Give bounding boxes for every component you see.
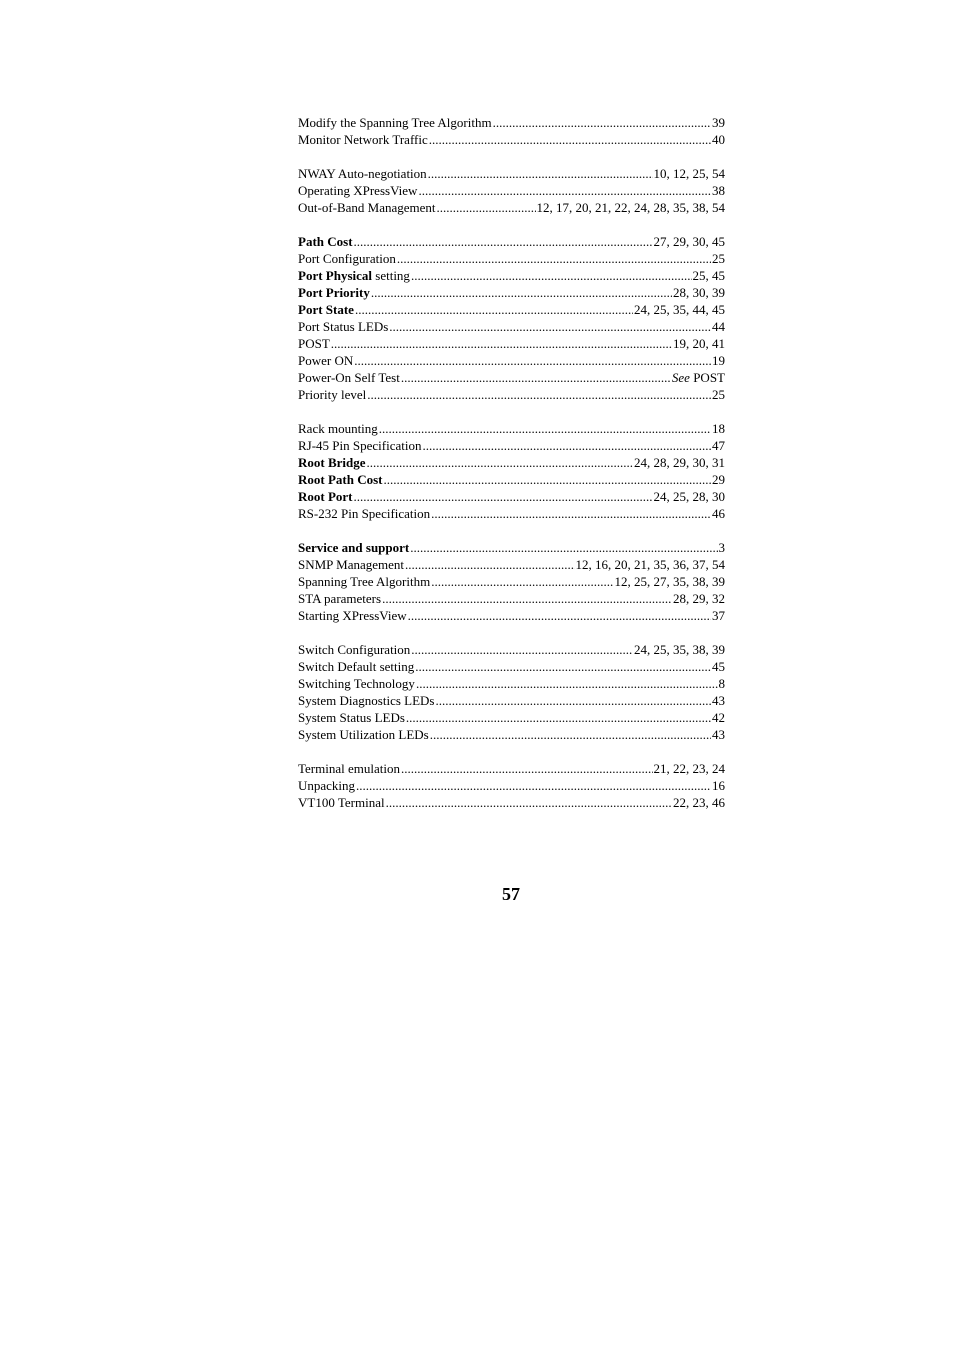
index-entry (298, 318, 725, 335)
index-pages-text: 19 (712, 353, 725, 368)
index-entry (298, 335, 725, 352)
index-term (298, 505, 430, 522)
index-pages (712, 420, 725, 437)
index-term (298, 284, 370, 301)
index-pages (673, 335, 725, 352)
dot-leader (408, 607, 711, 624)
index-term (298, 471, 383, 488)
dot-leader (415, 658, 711, 675)
index-pages-text: 3 (718, 540, 725, 555)
index-pages (712, 658, 725, 675)
index-term (298, 301, 354, 318)
index-entry (298, 267, 725, 284)
index-term (298, 420, 378, 437)
index-pages-text: 42 (712, 710, 725, 725)
index-pages (634, 641, 725, 658)
index-pages-italic: See (671, 370, 690, 385)
dot-leader (354, 352, 711, 369)
dot-leader (371, 284, 672, 301)
index-entry (298, 641, 725, 658)
index-pages-text: 24, 25, 35, 44, 45 (634, 302, 725, 317)
index-term-text: Port Configuration (298, 251, 396, 266)
index-term-text: Switch Default setting (298, 659, 415, 674)
index-pages (712, 131, 725, 148)
index-term (298, 182, 417, 199)
index-pages (634, 454, 725, 471)
index-term (298, 318, 388, 335)
index-term (298, 233, 353, 250)
index-term-text: Operating XPressView (298, 183, 418, 198)
index-pages-text: 22, 23, 46 (673, 795, 725, 810)
index-pages-text: 29 (712, 472, 725, 487)
dot-leader (423, 437, 712, 454)
index-term-bold: Port Physical (298, 268, 373, 283)
index-entry (298, 777, 725, 794)
index-term (298, 488, 353, 505)
index-entry (298, 182, 725, 199)
index-term-text: Monitor Network Traffic (298, 132, 428, 147)
index-pages (712, 114, 725, 131)
index-entry (298, 658, 725, 675)
index-term (298, 641, 410, 658)
index-entry (298, 437, 725, 454)
index-term-text: Rack mounting (298, 421, 378, 436)
index-term-text: Modify the Spanning Tree Algorithm (298, 115, 492, 130)
index-entry (298, 131, 725, 148)
index-term (298, 352, 353, 369)
index-group (298, 165, 725, 216)
index-pages (654, 760, 726, 777)
index-pages-text: 19, 20, 41 (673, 336, 725, 351)
dot-leader (411, 641, 633, 658)
dot-leader (437, 199, 536, 216)
index-group (298, 641, 725, 743)
index-term (298, 114, 492, 131)
index-pages-text: 38 (712, 183, 725, 198)
index-term-bold: Service and support (298, 540, 410, 555)
index-term (298, 760, 400, 777)
dot-leader (406, 709, 711, 726)
index-term-text: NWAY Auto-negotiation (298, 166, 427, 181)
index-entry (298, 233, 725, 250)
index-term-text: Priority level (298, 387, 367, 402)
index-term (298, 131, 428, 148)
index-term (298, 386, 366, 403)
index-pages-text: 28, 30, 39 (673, 285, 725, 300)
index-pages (654, 488, 726, 505)
index-term (298, 369, 400, 386)
index-entry (298, 301, 725, 318)
index-term (298, 437, 422, 454)
page-number: 57 (502, 884, 520, 904)
index-list (298, 114, 725, 828)
dot-leader (431, 505, 711, 522)
index-pages-text: 8 (718, 676, 725, 691)
index-term-text: System Status LEDs (298, 710, 405, 725)
index-term (298, 675, 415, 692)
index-pages (712, 471, 725, 488)
index-entry (298, 505, 725, 522)
dot-leader (411, 267, 692, 284)
index-pages (712, 386, 725, 403)
index-term-bold: Path Cost (298, 234, 353, 249)
index-entry (298, 794, 725, 811)
index-pages-text: POST (689, 370, 725, 385)
index-pages-text: 40 (712, 132, 725, 147)
index-entry (298, 607, 725, 624)
index-pages-text: 37 (712, 608, 725, 623)
dot-leader (356, 777, 711, 794)
index-entry (298, 165, 725, 182)
dot-leader (428, 165, 653, 182)
index-pages-text: 12, 25, 27, 35, 38, 39 (614, 574, 725, 589)
index-pages (672, 369, 725, 386)
index-pages-text: 16 (712, 778, 725, 793)
dot-leader (354, 233, 653, 250)
index-pages (712, 692, 725, 709)
index-pages-text: 45 (712, 659, 725, 674)
index-pages-text: 28, 29, 32 (673, 591, 725, 606)
index-entry (298, 386, 725, 403)
index-pages (712, 505, 725, 522)
index-entry (298, 488, 725, 505)
index-term-text: Port Status LEDs (298, 319, 389, 334)
index-term (298, 267, 410, 284)
index-pages-text: 25, 45 (692, 268, 725, 283)
dot-leader (355, 301, 633, 318)
index-term-text: setting (372, 268, 410, 283)
index-entry (298, 250, 725, 267)
dot-leader (430, 726, 711, 743)
dot-leader (389, 318, 711, 335)
index-pages-text: 24, 25, 28, 30 (653, 489, 725, 504)
index-pages-text: 43 (712, 693, 725, 708)
index-term (298, 573, 430, 590)
index-term-text: System Utilization LEDs (298, 727, 429, 742)
index-entry (298, 352, 725, 369)
index-pages (719, 675, 726, 692)
dot-leader (367, 386, 711, 403)
dot-leader (397, 250, 711, 267)
index-term-bold: Root Path Cost (298, 472, 383, 487)
index-pages (712, 777, 725, 794)
index-term (298, 335, 330, 352)
index-pages (712, 726, 725, 743)
index-entry (298, 539, 725, 556)
index-term-text: RJ-45 Pin Specification (298, 438, 422, 453)
index-term (298, 199, 436, 216)
index-term (298, 590, 381, 607)
dot-leader (418, 182, 711, 199)
index-group (298, 760, 725, 811)
index-term (298, 607, 407, 624)
index-pages (673, 284, 725, 301)
index-entry (298, 709, 725, 726)
dot-leader (382, 590, 672, 607)
index-pages (712, 437, 725, 454)
index-pages (673, 590, 725, 607)
index-term (298, 454, 366, 471)
index-entry (298, 420, 725, 437)
index-term-text: Starting XPressView (298, 608, 407, 623)
index-term-text: Power ON (298, 353, 354, 368)
index-pages-text: 47 (712, 438, 725, 453)
index-term (298, 692, 435, 709)
index-pages (537, 199, 726, 216)
index-entry (298, 471, 725, 488)
index-pages (673, 794, 725, 811)
index-pages-text: 44 (712, 319, 725, 334)
index-entry (298, 199, 725, 216)
dot-leader (386, 794, 672, 811)
index-term (298, 539, 409, 556)
index-term-bold: Root Port (298, 489, 353, 504)
index-term-bold: Root Bridge (298, 455, 366, 470)
index-pages (693, 267, 726, 284)
index-pages-text: 21, 22, 23, 24 (653, 761, 725, 776)
index-group (298, 114, 725, 148)
index-term (298, 250, 396, 267)
index-entry (298, 675, 725, 692)
index-group (298, 539, 725, 624)
index-term (298, 556, 404, 573)
index-entry (298, 590, 725, 607)
index-term-text: VT100 Terminal (298, 795, 385, 810)
index-pages (712, 352, 725, 369)
index-term-text: Switch Configuration (298, 642, 411, 657)
index-pages-text: 39 (712, 115, 725, 130)
index-pages (615, 573, 726, 590)
index-pages (712, 607, 725, 624)
index-entry (298, 284, 725, 301)
dot-leader (379, 420, 711, 437)
index-pages (654, 233, 726, 250)
dot-leader (331, 335, 672, 352)
index-pages (654, 165, 726, 182)
index-entry (298, 692, 725, 709)
dot-leader (416, 675, 718, 692)
dot-leader (367, 454, 633, 471)
index-term-text: RS-232 Pin Specification (298, 506, 431, 521)
index-pages-text: 12, 16, 20, 21, 35, 36, 37, 54 (575, 557, 725, 572)
index-term (298, 165, 427, 182)
dot-leader (493, 114, 711, 131)
index-entry (298, 556, 725, 573)
index-entry (298, 454, 725, 471)
dot-leader (410, 539, 717, 556)
index-term-text: Terminal emulation (298, 761, 400, 776)
index-pages-text: 24, 25, 35, 38, 39 (634, 642, 725, 657)
index-term (298, 658, 414, 675)
index-group (298, 233, 725, 403)
dot-leader (401, 760, 653, 777)
index-pages (712, 250, 725, 267)
index-entry (298, 573, 725, 590)
index-pages-text: 10, 12, 25, 54 (653, 166, 725, 181)
index-pages-text: 24, 28, 29, 30, 31 (634, 455, 725, 470)
index-pages-text: 12, 17, 20, 21, 22, 24, 28, 35, 38, 54 (536, 200, 725, 215)
index-term-text: Power-On Self Test (298, 370, 400, 385)
dot-leader (431, 573, 613, 590)
index-pages (719, 539, 726, 556)
index-entry (298, 760, 725, 777)
index-term (298, 709, 405, 726)
index-pages (712, 182, 725, 199)
index-entry (298, 726, 725, 743)
index-term (298, 777, 355, 794)
index-pages-text: 25 (712, 387, 725, 402)
index-term-text: Spanning Tree Algorithm (298, 574, 431, 589)
index-pages (634, 301, 725, 318)
dot-leader (401, 369, 671, 386)
index-pages-text: 46 (712, 506, 725, 521)
index-term-text: POST (298, 336, 330, 351)
index-pages (712, 709, 725, 726)
index-pages (576, 556, 726, 573)
index-group (298, 420, 725, 522)
index-term-bold: Port Priority (298, 285, 370, 300)
index-term-text: SNMP Management (298, 557, 405, 572)
index-term (298, 794, 385, 811)
dot-leader (436, 692, 712, 709)
dot-leader (384, 471, 712, 488)
index-pages-text: 27, 29, 30, 45 (653, 234, 725, 249)
index-term-text: Out-of-Band Management (298, 200, 436, 215)
index-term-text: Unpacking (298, 778, 356, 793)
index-term-text: System Diagnostics LEDs (298, 693, 435, 708)
index-term (298, 726, 429, 743)
index-entry (298, 369, 725, 386)
index-pages-text: 25 (712, 251, 725, 266)
dot-leader (405, 556, 574, 573)
index-pages (712, 318, 725, 335)
index-pages-text: 43 (712, 727, 725, 742)
index-pages-text: 18 (712, 421, 725, 436)
index-entry (298, 114, 725, 131)
index-term-bold: Port State (298, 302, 354, 317)
index-term-text: STA parameters (298, 591, 382, 606)
index-term-text: Switching Technology (298, 676, 415, 691)
dot-leader (354, 488, 653, 505)
dot-leader (429, 131, 711, 148)
